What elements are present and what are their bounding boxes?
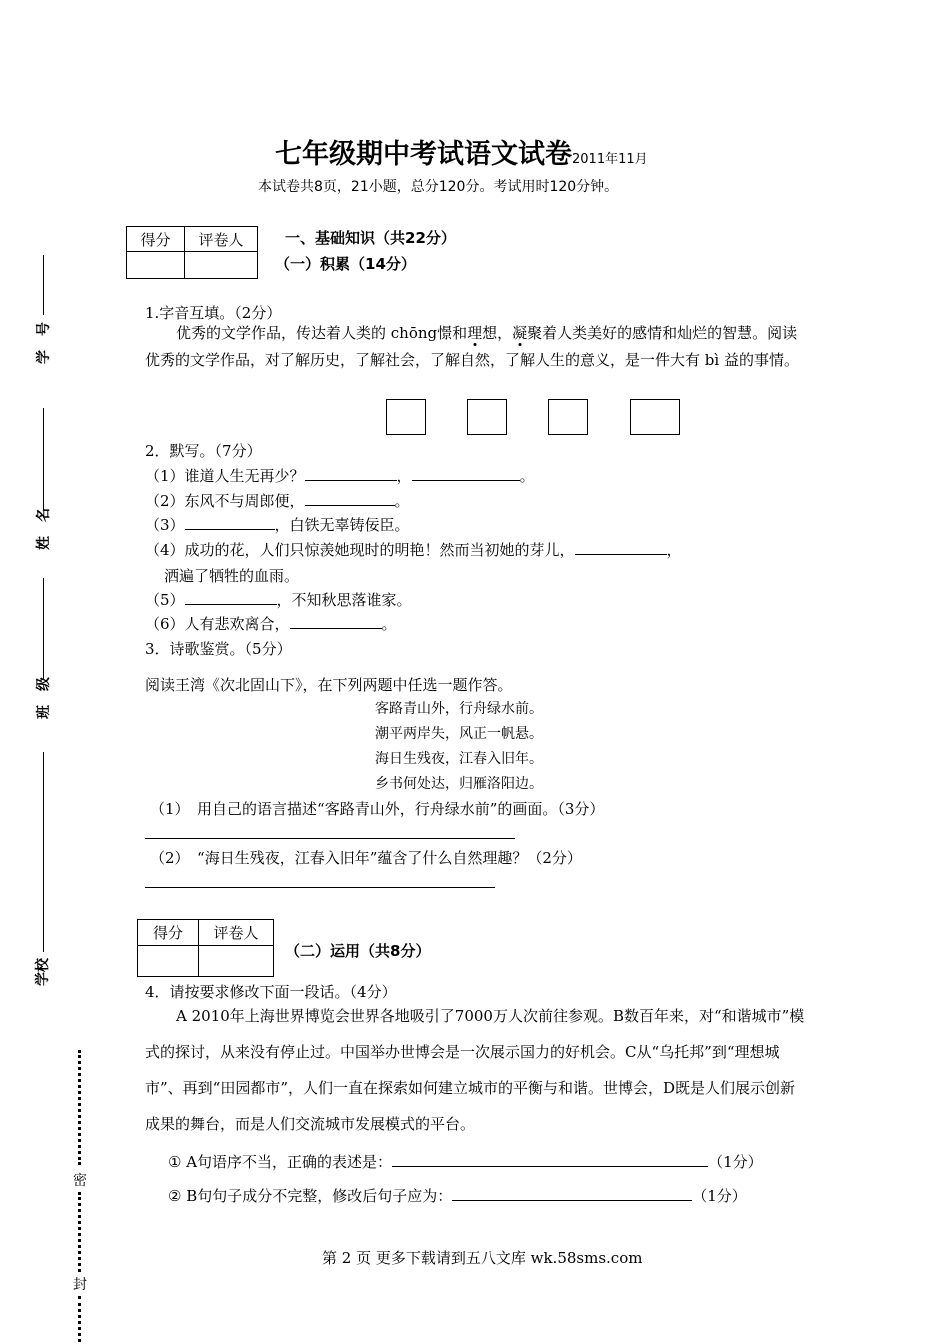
q4-sub1: [168, 1151, 763, 1172]
blank-6[interactable]: [185, 590, 277, 605]
q4-sub2-score: （1分）: [692, 1187, 747, 1205]
blank-5[interactable]: [575, 540, 667, 555]
blank-2[interactable]: [412, 466, 520, 481]
blank-3[interactable]: [305, 491, 395, 506]
q2-item-4-comma: ，: [666, 541, 682, 559]
q2-item-1: [145, 465, 535, 486]
poem-line-2: 潮平两岸失，风正一帆悬。: [375, 726, 543, 742]
name-label: 姓 名: [36, 508, 52, 550]
q4-sub2: [168, 1185, 747, 1206]
q3-intro: 阅读王湾《次北固山下》，在下列两题中任选一题作答。: [145, 676, 513, 694]
school-label: 学校: [35, 958, 51, 986]
q3-title: 3．诗歌鉴赏。（5分）: [145, 640, 292, 658]
student-id-line[interactable]: [43, 255, 44, 315]
exam-subtitle: 本试卷共8页，21小题，总分120分。考试用时120分钟。: [258, 179, 619, 195]
blank-1[interactable]: [305, 466, 397, 481]
q2-item-1-end: 。: [519, 467, 535, 485]
answer-box-3[interactable]: [548, 399, 588, 435]
q4-sub1-score: （1分）: [708, 1153, 763, 1171]
page-footer: 第 2 页 更多下载请到五八文库 wk.58sms.com: [322, 1249, 643, 1267]
grader-label: 评卷人: [199, 920, 274, 946]
section1-title: 一、基础知识（共22分）: [285, 229, 456, 247]
poem-line-4: 乡书何处达，归雁洛阳边。: [375, 776, 543, 792]
q2-item-4: [145, 539, 682, 560]
q1-text-d: 聚着人类美好的感情和灿烂的智慧。阅读优秀的文学作品，对了解历史，了解社会，了解自然，了解人生的意义，是一件大有 bì 益的事情。: [145, 324, 799, 369]
title-text: 七年级期中考试语文试卷: [275, 139, 572, 170]
answer-box-1[interactable]: [386, 399, 426, 435]
q2-item-3-text: ，白铁无辜铸佞臣。: [274, 516, 410, 534]
q4-sub1-text: ① A句语序不当，正确的表述是：: [168, 1153, 393, 1171]
seal-feng: 封: [73, 1277, 87, 1293]
poem-line-3: 海日生残夜，江春入旧年。: [375, 751, 543, 767]
q2-item-5: [145, 589, 412, 610]
q2-item-4-text: （4）成功的花，人们只惊羡她现时的明艳！然而当初她的芽儿，: [145, 541, 575, 559]
q2-item-6-end: 。: [381, 615, 397, 633]
seal-dotted-line-1: [78, 1050, 81, 1165]
class-line[interactable]: [43, 578, 44, 680]
student-id-label: 学 号: [36, 322, 52, 364]
blank-7[interactable]: [290, 614, 382, 629]
q1-text-b: 憬和理想，: [437, 324, 513, 342]
q2-item-2-end: 。: [394, 492, 410, 510]
answer-box-4[interactable]: [630, 399, 680, 435]
score-cell[interactable]: [127, 252, 185, 279]
q1-text-c: 凝: [512, 324, 528, 342]
q3-sub2: （2） “海日生残夜，江春入旧年”蕴含了什么自然理趣？（2分）: [150, 849, 582, 867]
q2-item-3: [145, 514, 410, 535]
answer-box-2[interactable]: [467, 399, 507, 435]
blank-4[interactable]: [185, 515, 275, 530]
q2-item-6-text: （6）人有悲欢离合，: [145, 615, 290, 633]
q4-sub2-text: ② B句句子成分不完整，修改后句子应为：: [168, 1187, 453, 1205]
score-cell[interactable]: [138, 946, 199, 977]
q4-blank-2[interactable]: [452, 1186, 692, 1201]
score-table-1: [126, 226, 258, 279]
q1-paragraph: [145, 320, 807, 374]
q2-item-2: [145, 490, 410, 511]
q2-item-2-text: （2）东风不与周郎便，: [145, 492, 305, 510]
name-line[interactable]: [43, 408, 44, 510]
class-label: 班 级: [36, 677, 52, 719]
q4-blank-1[interactable]: [392, 1152, 708, 1167]
q2-item-5-text: ，不知秋思落谁家。: [276, 591, 412, 609]
q2-item-1-text: （1）谁道人生无再少？: [145, 467, 305, 485]
q1-text-a: 优秀的文学作品，传达着人类的 chōng: [176, 324, 438, 342]
grader-cell[interactable]: [185, 252, 258, 279]
q2-item-5-num: （5）: [145, 591, 185, 609]
grader-label: 评卷人: [185, 227, 258, 252]
q1-title: 1.字音互填。（2分）: [145, 304, 282, 322]
section2-title: （二）运用（共8分）: [285, 942, 431, 960]
q3-sub1: （1） 用自己的语言描述“客路青山外，行舟绿水前”的画面。（3分）: [150, 800, 605, 818]
q2-item-3-num: （3）: [145, 516, 185, 534]
q4-title: 4．请按要求修改下面一段话。（4分）: [145, 983, 397, 1001]
q2-title: 2．默写。（7分）: [145, 442, 262, 460]
school-line[interactable]: [43, 752, 44, 952]
seal-dotted-line-3: [78, 1296, 81, 1342]
score-label: 得分: [127, 227, 185, 252]
section1-part1-title: （一）积累（14分）: [275, 255, 416, 273]
score-table-2: [137, 919, 274, 977]
q2-item-4-cont: 洒遍了牺牲的血雨。: [164, 567, 300, 585]
q3-answer-line-1[interactable]: [145, 838, 515, 839]
q2-item-6: [145, 613, 397, 634]
seal-mi: 密: [73, 1173, 87, 1189]
poem-line-1: 客路青山外，行舟绿水前。: [375, 701, 543, 717]
seal-dotted-line-2: [78, 1192, 81, 1272]
page-title: [275, 132, 648, 171]
score-label: 得分: [138, 920, 199, 946]
grader-cell[interactable]: [199, 946, 274, 977]
exam-date: 2011年11月: [572, 152, 648, 167]
q2-item-1-comma: ，: [396, 467, 412, 485]
q3-answer-line-2[interactable]: [145, 887, 495, 888]
q4-paragraph: A 2010年上海世界博览会世界各地吸引了7000万人次前往参观。B数百年来，对“和谐城市”模式的探讨，从来没有停止过。中国举办世博会是一次展示国力的好机会。C从“乌托邦”到“理想城市”、再到“田园都市”，人们一直在探索如何建立城市的平衡与和谐。世博会，D既是人们展示创新成果的舞台，而是人们交流城市发展模式的平台。: [145, 1007, 805, 1133]
